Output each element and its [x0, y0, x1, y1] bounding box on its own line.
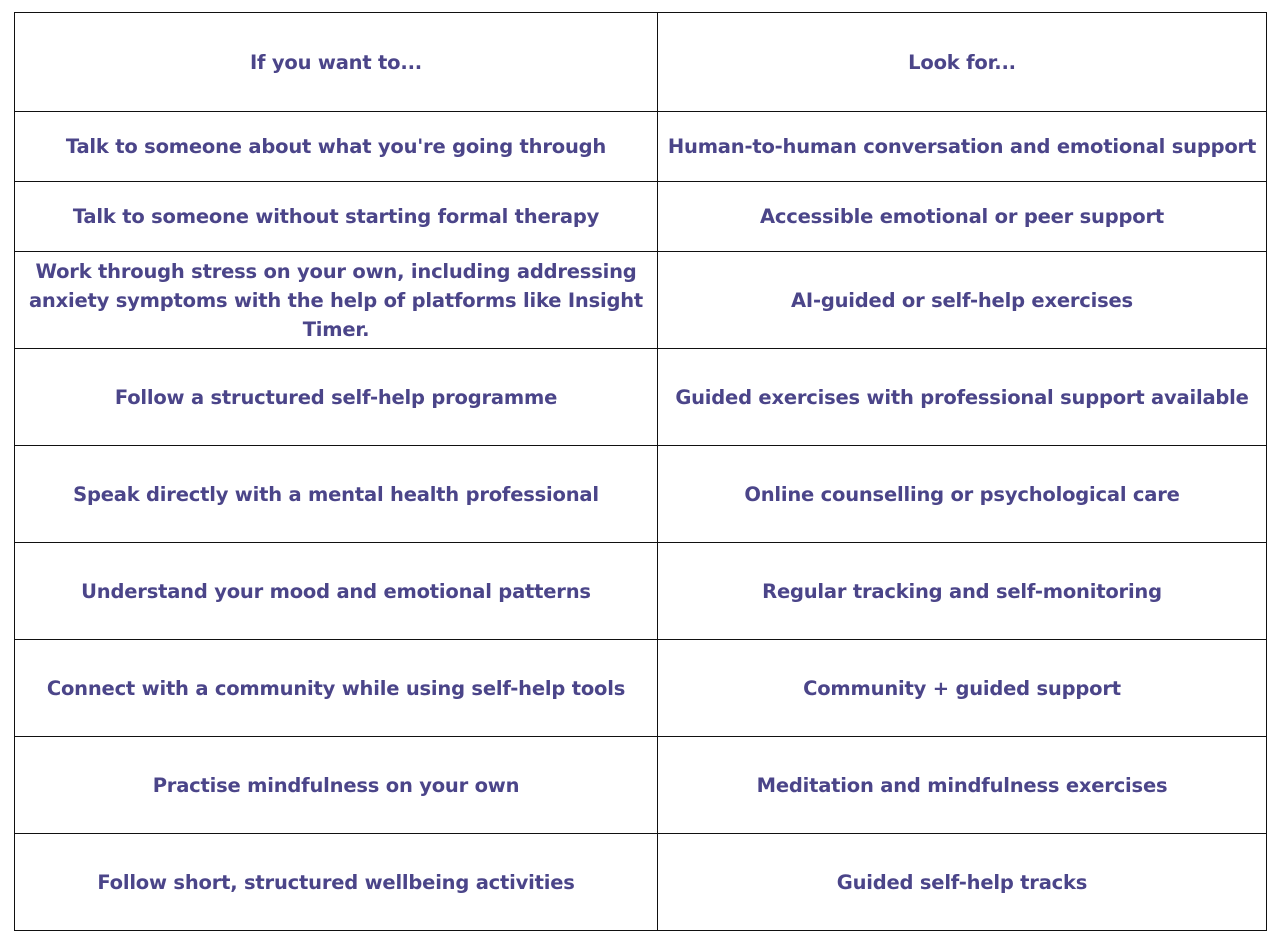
table-cell-want: Follow a structured self-help programme — [15, 349, 658, 446]
comparison-table — [14, 12, 1267, 931]
table-row — [15, 182, 1267, 252]
table-cell-want: Work through stress on your own, including addressing anxiety symptoms with the help of platforms like Insight Timer. — [15, 252, 658, 349]
table-cell-look-for: Accessible emotional or peer support — [658, 182, 1267, 252]
table-row — [15, 252, 1267, 349]
table-row — [15, 737, 1267, 834]
table-cell-want: Connect with a community while using self-help tools — [15, 640, 658, 737]
table-cell-look-for: Human-to-human conversation and emotional support — [658, 112, 1267, 182]
table-cell-look-for: Meditation and mindfulness exercises — [658, 737, 1267, 834]
table-cell-want: Follow short, structured wellbeing activities — [15, 834, 658, 931]
table-cell-look-for: AI-guided or self-help exercises — [658, 252, 1267, 349]
table-row — [15, 349, 1267, 446]
table-cell-want: Speak directly with a mental health professional — [15, 446, 658, 543]
table-cell-want: Understand your mood and emotional patterns — [15, 543, 658, 640]
header-cell-if-you-want-to: If you want to... — [15, 13, 658, 112]
table-row — [15, 446, 1267, 543]
table-row — [15, 543, 1267, 640]
table-cell-want: Practise mindfulness on your own — [15, 737, 658, 834]
table-cell-look-for: Guided self-help tracks — [658, 834, 1267, 931]
table-cell-look-for: Community + guided support — [658, 640, 1267, 737]
table-cell-look-for: Guided exercises with professional support available — [658, 349, 1267, 446]
table-cell-look-for: Online counselling or psychological care — [658, 446, 1267, 543]
table-row — [15, 834, 1267, 931]
table-row — [15, 112, 1267, 182]
header-cell-look-for: Look for... — [658, 13, 1267, 112]
table-cell-want: Talk to someone without starting formal therapy — [15, 182, 658, 252]
table-header-row — [15, 13, 1267, 112]
table-row — [15, 640, 1267, 737]
table-cell-want: Talk to someone about what you're going through — [15, 112, 658, 182]
table-cell-look-for: Regular tracking and self-monitoring — [658, 543, 1267, 640]
